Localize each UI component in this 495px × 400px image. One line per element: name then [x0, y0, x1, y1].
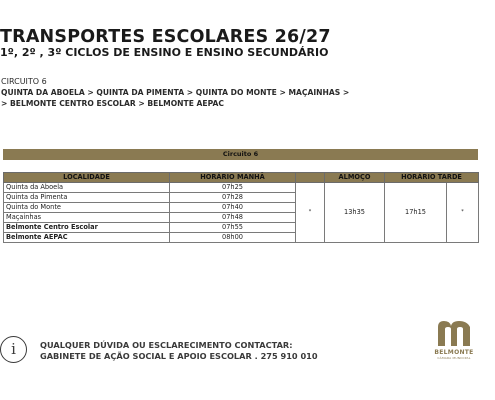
- cell-manha: 08h00: [170, 233, 296, 243]
- cell-localidade: Quinta da Aboela: [4, 183, 170, 193]
- footer-line-1: QUALQUER DÚVIDA OU ESCLARECIMENTO CONTACTAR:: [40, 340, 293, 350]
- contact-footer: [40, 340, 318, 362]
- info-icon: i: [0, 336, 27, 363]
- schedule-table: [3, 172, 479, 243]
- header-horario-manha: HORÁRIO MANHÃ: [170, 173, 296, 183]
- cell-localidade: Maçainhas: [4, 213, 170, 223]
- cell-localidade: Belmonte AEPAC: [4, 233, 170, 243]
- cell-manha: 07h40: [170, 203, 296, 213]
- logo-name: BELMONTE: [434, 349, 474, 356]
- route-description: [1, 87, 349, 109]
- route-line-2: > BELMONTE CENTRO ESCOLAR > BELMONTE AEPAC: [1, 99, 224, 108]
- belmonte-logo: [432, 318, 476, 360]
- circuit-banner: Circuito 6: [3, 149, 478, 160]
- logo-subtitle: CÂMARA MUNICIPAL: [437, 356, 471, 360]
- header-spacer: [296, 173, 325, 183]
- footer-line-2: GABINETE DE AÇÃO SOCIAL E APOIO ESCOLAR . 275 910 010: [40, 351, 318, 361]
- header-almoco: ALMOÇO: [325, 173, 385, 183]
- page-subtitle: 1º, 2º , 3º CICLOS DE ENSINO E ENSINO SECUNDÁRIO: [0, 46, 329, 59]
- cell-tarde-marker: *: [447, 183, 479, 243]
- cell-manha: 07h55: [170, 223, 296, 233]
- route-line-1: QUINTA DA ABOELA > QUINTA DA PIMENTA > QUINTA DO MONTE > MAÇAINHAS >: [1, 88, 350, 97]
- cell-almoco-time: 13h35: [325, 183, 385, 243]
- table-row: [4, 183, 479, 193]
- cell-manha: 07h48: [170, 213, 296, 223]
- header-horario-tarde: HORÁRIO TARDE: [385, 173, 479, 183]
- cell-manha: 07h28: [170, 193, 296, 203]
- schedule-table-wrapper: [3, 172, 478, 243]
- circuit-label: CIRCUITO 6: [1, 77, 47, 86]
- header-localidade: LOCALIDADE: [4, 173, 170, 183]
- belmonte-logo-icon: [434, 318, 474, 348]
- cell-localidade: Quinta da Pimenta: [4, 193, 170, 203]
- cell-manha: 07h25: [170, 183, 296, 193]
- cell-localidade: Belmonte Centro Escolar: [4, 223, 170, 233]
- cell-almoco-marker: *: [296, 183, 325, 243]
- cell-tarde-time: 17h15: [385, 183, 447, 243]
- table-header-row: [4, 173, 479, 183]
- cell-localidade: Quinta do Monte: [4, 203, 170, 213]
- page-title: TRANSPORTES ESCOLARES 26/27: [0, 27, 331, 47]
